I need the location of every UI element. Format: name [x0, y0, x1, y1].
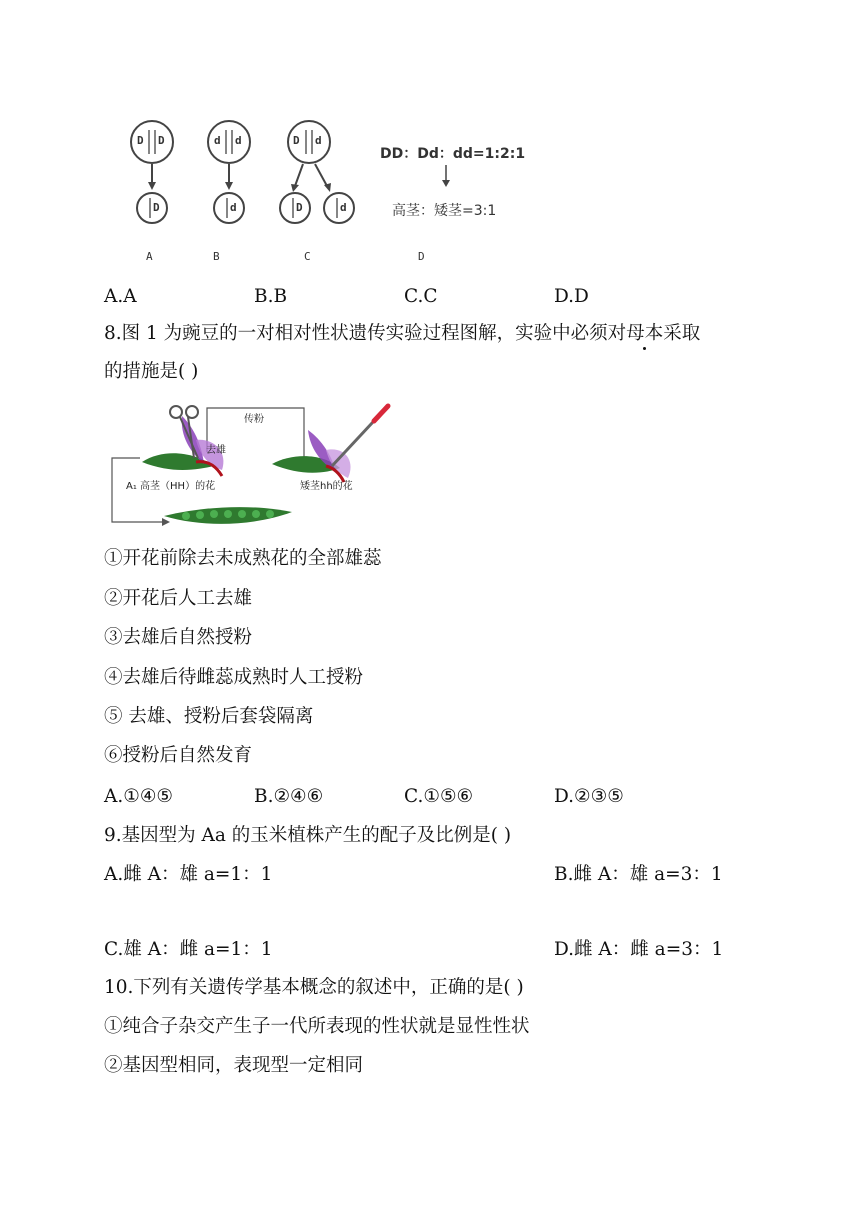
q8-item-5: ⑤ 去雄、授粉后套袋隔离 — [104, 706, 314, 727]
q10-item-1: ①纯合子杂交产生子一代所表现的性状就是显性性状 — [104, 1016, 530, 1037]
q8-stem-line1: 8.图 1 为豌豆的一对相对性状遗传实验过程图解，实验中必须对母本采取 — [104, 323, 701, 344]
q9-option-a: A.雌 A：雄 a=1：1 — [104, 864, 273, 885]
q10-stem: 10.下列有关遗传学基本概念的叙述中，正确的是( ) — [104, 977, 524, 998]
q7-option-d: D.D — [554, 286, 589, 307]
q7-option-c: C.C — [404, 286, 438, 307]
gamete-label: d — [230, 201, 237, 214]
q9-option-b: B.雌 A：雄 a=3：1 — [554, 864, 723, 885]
q9-option-d: D.雌 A：雌 a=3：1 — [554, 939, 724, 960]
q8-item-2: ②开花后人工去雄 — [104, 588, 253, 609]
genotype-ratio: DD：Dd：dd=1:2:1 — [380, 146, 526, 162]
q7-option-b: B.B — [254, 286, 288, 307]
pollination-label: 传粉 — [244, 414, 264, 425]
ratio-arrow — [440, 165, 452, 189]
gamete-label: D — [296, 201, 303, 214]
q8-option-c: C.①⑤⑥ — [404, 786, 474, 807]
cell-label: D — [293, 134, 300, 147]
q8-item-4: ④去雄后待雌蕊成熟时人工授粉 — [104, 667, 364, 688]
panel-label-c: C — [304, 250, 311, 263]
emphasis-dots: 母本 — [626, 323, 664, 344]
q10-item-2: ②基因型相同，表现型一定相同 — [104, 1055, 364, 1076]
emasculation-label: 去雄 — [206, 445, 226, 456]
panel-label-d: D — [418, 250, 425, 263]
q9-option-c: C.雄 A：雌 a=1：1 — [104, 939, 273, 960]
q8-stem-line2: 的措施是( ) — [104, 361, 199, 382]
panel-label-b: B — [213, 250, 220, 263]
q9-stem: 9.基因型为 Aa 的玉米植株产生的配子及比例是( ) — [104, 825, 512, 846]
q8-option-d: D.②③⑤ — [554, 786, 624, 807]
phenotype-ratio: 高茎：矮茎=3:1 — [392, 203, 497, 219]
gamete-label: d — [340, 201, 347, 214]
cell-label: D — [137, 134, 144, 147]
q8-option-b: B.②④⑥ — [254, 786, 324, 807]
left-flower-label: A₁ 高茎（HH）的花 — [126, 481, 216, 492]
cell-label: d — [235, 134, 242, 147]
q8-option-a: A.①④⑤ — [104, 786, 173, 807]
panel-label-a: A — [146, 250, 153, 263]
cell-label: d — [315, 134, 322, 147]
q7-option-a: A.A — [104, 286, 137, 307]
cell-label: d — [214, 134, 221, 147]
q8-item-3: ③去雄后自然授粉 — [104, 627, 253, 648]
cell-label: D — [158, 134, 165, 147]
q8-item-1: ①开花前除去未成熟花的全部雄蕊 — [104, 548, 382, 569]
right-flower-label: 矮茎hh的花 — [300, 481, 353, 492]
gamete-label: D — [153, 201, 160, 214]
q8-item-6: ⑥授粉后自然发育 — [104, 745, 253, 766]
